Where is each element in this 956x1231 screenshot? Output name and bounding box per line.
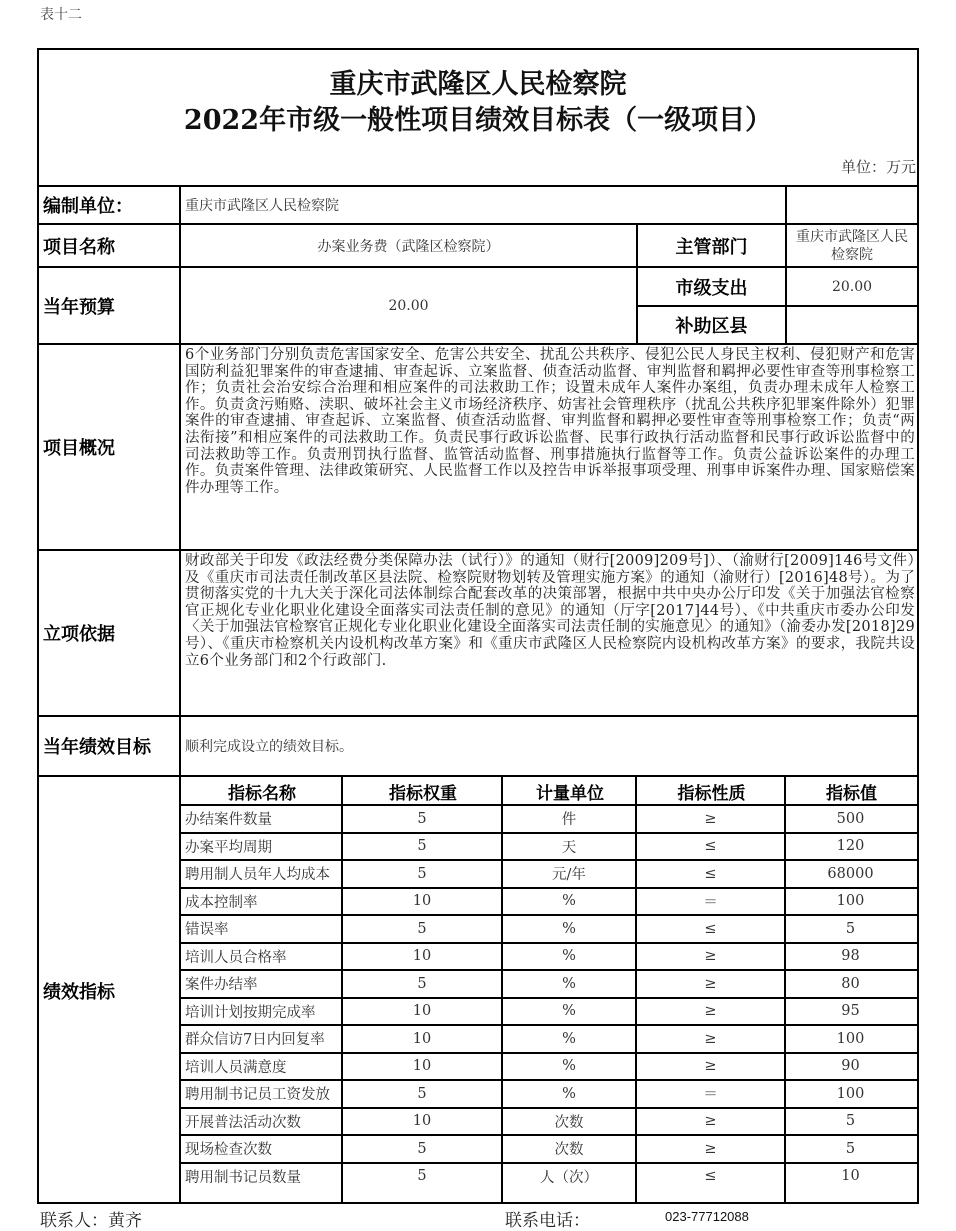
indicator-nature: ≥ <box>704 1003 717 1020</box>
indicator-value: 90 <box>841 1058 860 1075</box>
indicator-unit: % <box>562 1085 576 1102</box>
indicator-nature: ≥ <box>704 975 717 992</box>
indicator-nature: ≤ <box>704 838 717 855</box>
indicator-nature: ≥ <box>704 1058 717 1075</box>
indicator-value: 120 <box>836 838 865 855</box>
header-indicator-nature: 指标性质 <box>677 783 746 804</box>
dept-value: 重庆市武隆区人民检察院 <box>796 228 908 263</box>
divider <box>635 777 637 1204</box>
compiler-label: 编制单位： <box>43 196 133 217</box>
indicator-weight: 10 <box>412 948 432 965</box>
header-indicator-value: 指标值 <box>826 783 877 804</box>
indicator-name: 开展普法活动次数 <box>185 1114 301 1131</box>
indicator-weight: 5 <box>417 975 427 992</box>
indicator-name: 成本控制率 <box>185 894 258 911</box>
indicator-nature: ≥ <box>704 1140 717 1157</box>
indicator-value: 100 <box>836 1085 865 1102</box>
indicator-weight: 5 <box>417 838 427 855</box>
table-number-label: 表十二 <box>40 7 82 23</box>
indicator-nature: ≤ <box>704 1168 717 1185</box>
indicator-nature: ≥ <box>704 1113 717 1130</box>
indicator-value: 5 <box>845 1113 856 1130</box>
indicator-unit: 次数 <box>554 1114 584 1131</box>
indicator-value: 10 <box>841 1168 860 1185</box>
city-expense-label: 市级支出 <box>675 277 748 299</box>
indicator-unit: 次数 <box>554 1142 584 1159</box>
divider <box>501 777 503 1204</box>
indicator-value: 100 <box>836 1030 865 1047</box>
indicator-value: 98 <box>841 948 860 965</box>
indicator-weight: 5 <box>417 810 427 827</box>
budget-value: 20.00 <box>388 297 429 314</box>
dept-label: 主管部门 <box>675 236 748 258</box>
indicator-unit: % <box>562 893 576 910</box>
header-indicator-weight: 指标权重 <box>389 783 457 804</box>
indicator-name: 培训计划按期完成率 <box>185 1004 316 1021</box>
indicator-nature: ≤ <box>704 865 717 882</box>
indicator-name: 现场检查次数 <box>185 1142 272 1159</box>
project-name-label: 项目名称 <box>43 236 115 258</box>
indicator-weight: 5 <box>417 1168 427 1185</box>
indicator-unit: 件 <box>561 812 577 829</box>
indicator-weight: 10 <box>412 1003 432 1020</box>
indicator-nature: ＝ <box>703 1087 718 1104</box>
overview-label: 项目概况 <box>43 438 115 459</box>
indicator-name: 办结案件数量 <box>185 812 272 829</box>
divider <box>341 777 343 1204</box>
indicator-weight: 10 <box>412 1058 432 1075</box>
indicator-weight: 5 <box>417 1140 427 1157</box>
header-indicator-unit: 计量单位 <box>536 783 604 804</box>
indicator-weight: 10 <box>412 1030 432 1047</box>
city-expense-value: 20.00 <box>831 278 873 295</box>
basis-text: 财政部关于印发《政法经费分类保障办法（试行）》的通知（财行[2009]209号]）、（渝财行[2009]146号文件）及《重庆市司法责任制改革区县法院、检察院财物划转及管理实施方案》的通知（渝财行）[2016]48号）。为了贯彻落实党的十九大关于深化司法体制综合配套改革的决策部署，根据中共中央办公厅印发《关于加强法官检察官正规化专业化职业化建设全面落实司法责任制的意见》的通知（厅字[2017]44号）、《中共重庆市委办公印发〈关于加强法官检察官正规化专业化职业化建设全面落实司法责任制的实施意见〉的通知》（渝委办发[2018]29号）、《重庆市检察机关内设机构改革方案》和《重庆市武隆区人民检察院内设机构改革方案》的要求，我院共设立6个业务部门和2个行政部门. <box>185 553 915 669</box>
indicator-value: 80 <box>841 975 860 992</box>
indicator-value: 68000 <box>827 865 874 882</box>
indicator-nature: ≥ <box>704 810 717 827</box>
indicator-name: 案件办结率 <box>185 977 258 994</box>
unit-label: 单位：万元 <box>840 158 916 176</box>
document-title-organization: 重庆市武隆区人民检察院 <box>329 69 627 100</box>
indicator-unit: % <box>562 1058 576 1075</box>
indicator-name: 办案平均周期 <box>185 839 272 856</box>
indicator-weight: 5 <box>417 920 427 937</box>
indicator-unit: 天 <box>561 839 577 856</box>
indicator-nature: ≥ <box>704 948 717 965</box>
indicator-weight: 5 <box>417 865 427 882</box>
indicator-nature: ≥ <box>704 1030 717 1047</box>
goal-label: 当年绩效目标 <box>43 737 151 758</box>
overview-text: 6个业务部门分别负责危害国家安全、危害公共安全、扰乱公共秩序、侵犯公民人身民主权利、侵犯财产和危害国防利益犯罪案件的审查逮捕、审查起诉、立案监督、侦查活动监督、审判监督和羁押必要性审查等刑事检察工作；负责社会治安综合治理和相应案件的司法救助工作；设置未成年人案件办案组，负责办理未成年人检察工作。负责贪污贿赂、渎职、破坏社会主义市场经济秩序、妨害社会管理秩序（扰乱公共秩序犯罪案件除外）犯罪案件的审查逮捕、审查起诉、立案监督、侦查活动监督、审判监督和羁押必要性审查等刑事检察工作；负责“两法衔接”和相应案件的司法救助工作。负责民事行政诉讼监督、民事行政执行活动监督和民事行政诉讼监督中的司法救助等工作。负责刑罚执行监督、监管活动监督、刑事措施执行监督等工作。负责公益诉讼案件的办理工作。负责案件管理、法律政策研究、人民监督工作以及控告申诉举报事项受理、刑事申诉案件办理、国家赔偿案件办理等工作。 <box>185 347 915 496</box>
indicator-unit: % <box>562 975 576 992</box>
indicator-value: 100 <box>836 893 865 910</box>
phone-value: 023-77712088 <box>665 1209 749 1224</box>
indicator-name: 错误率 <box>185 922 229 939</box>
indicator-value: 95 <box>841 1003 860 1020</box>
indicator-unit: % <box>562 920 576 937</box>
indicator-name: 培训人员合格率 <box>185 949 287 966</box>
goal-text: 顺利完成设立的绩效目标。 <box>185 739 353 755</box>
header-indicator-name: 指标名称 <box>228 783 296 804</box>
county-subsidy-value <box>787 307 917 343</box>
contact-person: 联系人：黄齐 <box>40 1211 142 1231</box>
indicator-name: 聘用制书记员工资发放 <box>185 1087 330 1104</box>
indicator-value: 5 <box>845 920 856 937</box>
indicator-unit: 元/年 <box>552 867 586 884</box>
indicator-unit: 人（次） <box>540 1169 598 1186</box>
compiler-value: 重庆市武隆区人民检察院 <box>185 198 339 214</box>
project-name-value: 办案业务费（武隆区检察院） <box>317 238 500 255</box>
indicator-weight: 10 <box>412 893 432 910</box>
indicator-value: 5 <box>845 1140 856 1157</box>
county-subsidy-label: 补助区县 <box>675 316 748 337</box>
budget-label: 当年预算 <box>43 296 115 318</box>
document-title-table: 2022年市级一般性项目绩效目标表（一级项目） <box>183 105 773 136</box>
indicator-name: 聘用制人员年人均成本 <box>185 867 330 884</box>
divider <box>784 777 786 1204</box>
indicator-unit: % <box>562 948 576 965</box>
indicator-name: 聘用制书记员数量 <box>185 1169 301 1186</box>
indicator-nature: ＝ <box>703 894 718 911</box>
basis-label: 立项依据 <box>43 624 115 645</box>
indicator-name: 培训人员满意度 <box>185 1059 287 1076</box>
indicator-unit: % <box>562 1003 576 1020</box>
indicator-name: 群众信访7日内回复率 <box>185 1032 325 1049</box>
indicator-value: 500 <box>836 810 865 827</box>
indicator-weight: 5 <box>417 1085 427 1102</box>
phone-label: 联系电话： <box>505 1211 590 1231</box>
indicator-weight: 10 <box>412 1113 432 1130</box>
metrics-label: 绩效指标 <box>43 981 115 1003</box>
indicator-nature: ≤ <box>704 920 717 937</box>
indicator-unit: % <box>562 1030 576 1047</box>
